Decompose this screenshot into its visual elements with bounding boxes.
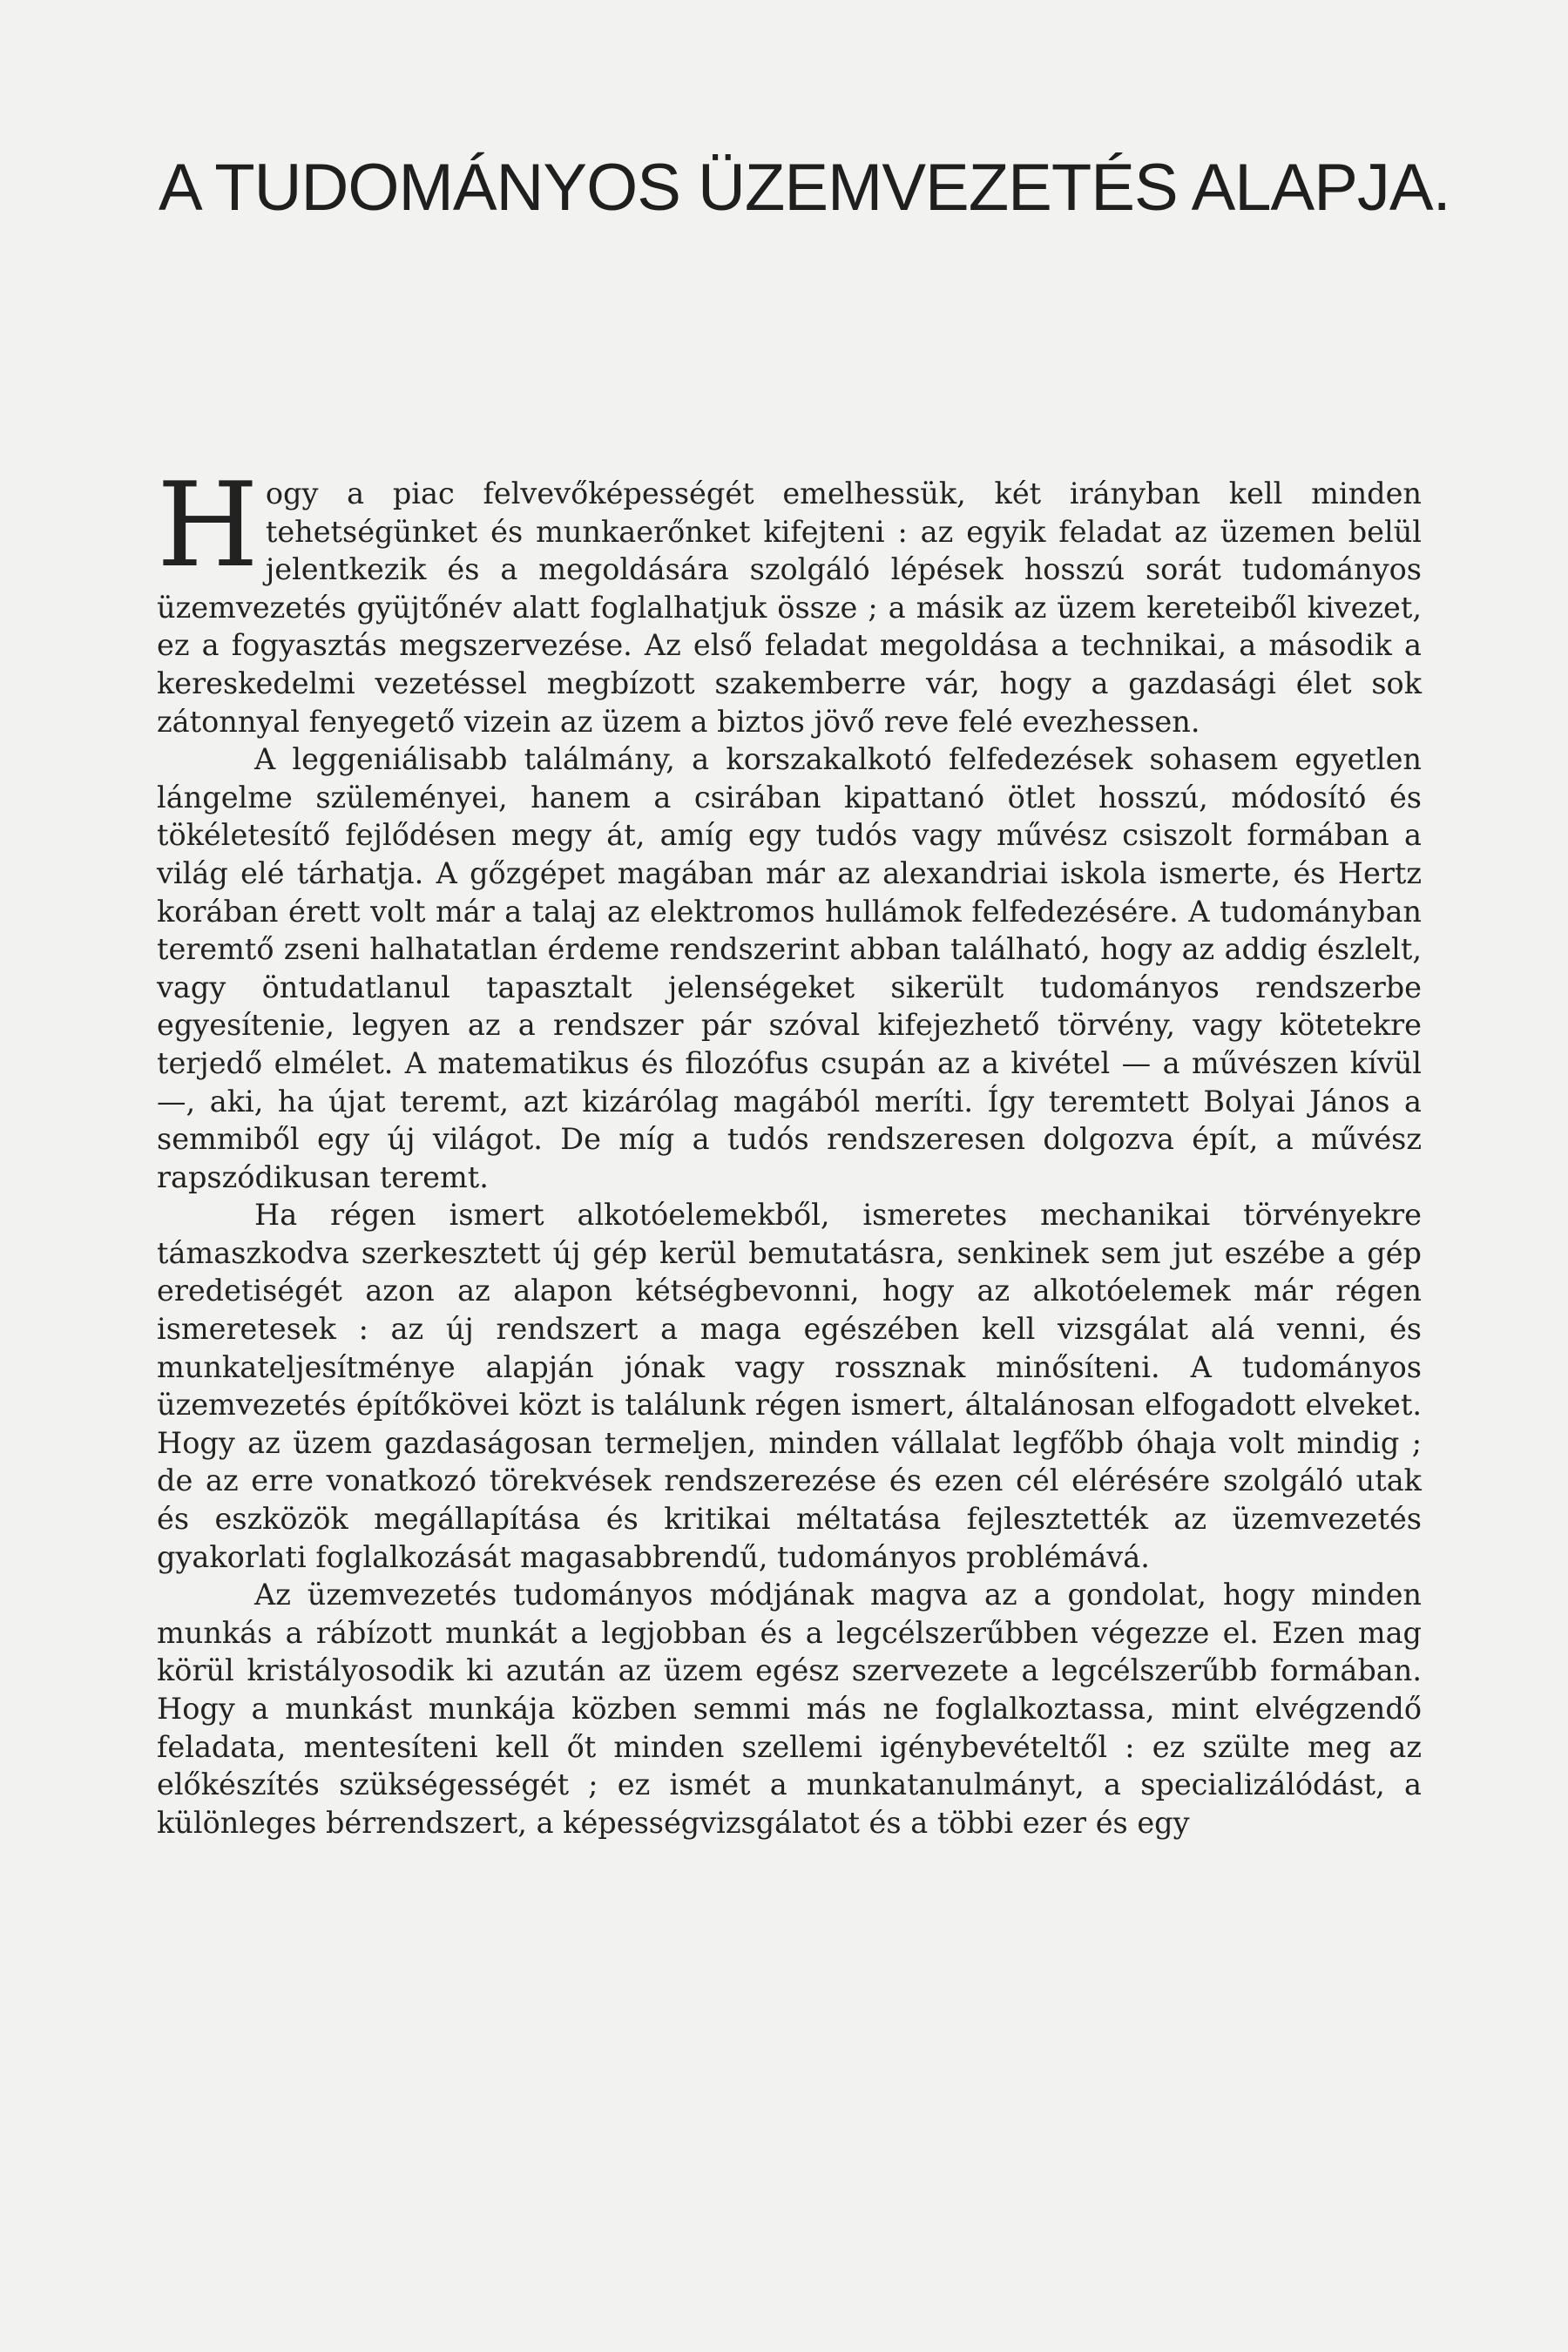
drop-cap: H <box>157 457 259 593</box>
body-text <box>157 457 1422 1842</box>
paragraph-3: Ha régen ismert alkotóelemekből, ismeretes mechanikai törvényekre támaszkodva szerkesztett új gép kerül bemutatásra, senkinek sem jut eszébe a gép eredetiségét azon az alapon kétségbevonni, hogy az alkotóelemek már régen ismeretesek : az új rendszert a maga egészében kell vizsgálat alá venni, és munkateljesítménye alapján jónak vagy rossznak minősíteni. A tudományos üzemvezetés építőkövei közt is találunk régen ismert, általánosan elfogadott elveket. Hogy az üzem gazdaságosan termeljen, minden vállalat legfőbb óhaja volt mindig ; de az erre vonatkozó törekvések rendszerezése és ezen cél elérésére szolgáló utak és eszközök megállapítása és kritikai méltatása fejlesztették az üzemvezetés gyakorlati foglalkozását magasabbrendű, tudományos problémává. <box>157 1198 1422 1574</box>
page-title: A TUDOMÁNYOS ÜZEMVEZETÉS ALAPJA. <box>159 151 1450 225</box>
paragraph-4: Az üzemvezetés tudományos módjának magva az a gondolat, hogy minden munkás a rábízott munkát a legjobban és a legcélszerűbben végezze el. Ezen mag körül kristályosodik ki azután az üzem egész szervezete a legcélszerűbb formában. Hogy a munkást munkája közben semmi más ne foglalkoztassa, mint elvégzendő feladata, mentesíteni kell őt minden szellemi igénybevételtől : ez szülte meg az előkészítés szükségességét ; ez ismét a munkatanulmányt, a specializálódást, a különleges bérrendszert, a képességvizsgálatot és a többi ezer és egy <box>157 1578 1422 1840</box>
paragraph-1 <box>157 457 1422 740</box>
paragraph-2: A leggeniálisabb találmány, a korszakalkotó felfedezések sohasem egyetlen lángelme szüleményei, hanem a csirában kipattanó ötlet hosszú, módosító és tökéletesítő fejlődésen megy át, amíg egy tudós vagy művész csiszolt formában a világ elé tárhatja. A gőzgépet magában már az alexandriai iskola ismerte, és Hertz korában érett volt már a talaj az elektromos hullámok felfedezésére. A tudományban teremtő zseni halhatatlan érdeme rendszerint abban található, hogy az addig észlelt, vagy öntudatlanul tapasztalt jelenségeket sikerült tudományos rendszerbe egyesítenie, legyen az a rendszer pár szóval kifejezhető törvény, vagy kötetekre terjedő elmélet. A matematikus és filozófus csupán az a kivétel — a művészen kívül —, aki, ha újat teremt, azt kizárólag magából meríti. Így teremtett Bolyai János a semmiből egy új világot. De míg a tudós rendszeresen dolgozva épít, a művész rapszódikusan teremt. <box>157 742 1422 1194</box>
paragraph-1-text: ogy a piac felvevőképességét emelhessük, két irányban kell minden tehetségünket és munkaerőnket kifejteni : az egyik feladat az üzemen belül jelentkezik és a megoldására szolgáló lépések hosszú sorát tudományos üzemvezetés gyüjtőnév alatt foglalhatjuk össze ; a másik az üzem kereteiből kivezet, ez a fogyasztás megszervezése. Az első feladat megoldása a technikai, a második a kereskedelmi vezetéssel megbízott szakemberre vár, hogy a gazdasági élet sok zátonnyal fenyegető vizein az üzem a biztos jövő reve felé evezhessen. <box>157 476 1422 739</box>
